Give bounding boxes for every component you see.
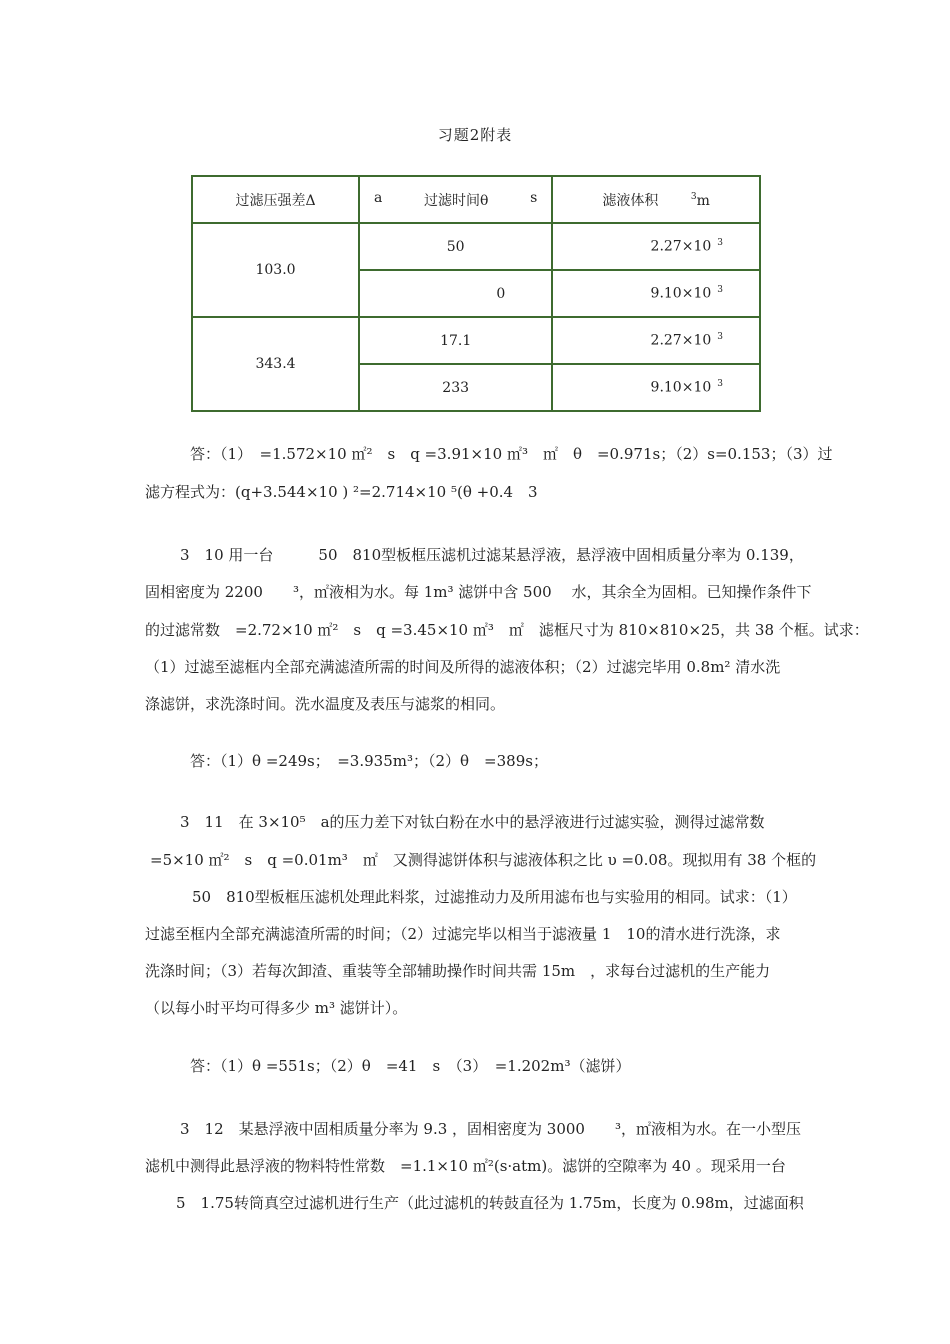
- header-pressure: 过滤压强差Δ: [192, 176, 359, 223]
- text-line: =5×10 ㎡² s q =0.01m³ ㎡ 又测得滤饼体积与滤液体积之比 υ =0.08。现拟用有 38 个框的: [150, 851, 817, 869]
- volume-cell: 9.10×10 $^3$: [552, 364, 760, 411]
- text-line: 50 810型板框压滤机处理此料浆，过滤推动力及所用滤布也与实验用的相同。试求：（1）: [192, 888, 797, 906]
- table-row: [192, 223, 760, 270]
- text-line: 滤机中测得此悬浮液的物料特性常数 =1.1×10 ㎡²(s·atm)。滤饼的空隙率为 40 。现采用一台: [145, 1157, 786, 1175]
- volume-cell: 9.10×10 $^3$: [552, 270, 760, 317]
- pressure-cell: 103.0: [192, 223, 359, 317]
- table-header-row: [192, 176, 760, 223]
- problem-line: 3 11 在 3×10⁵ a的压力差下对钛白粉在水中的悬浮液进行过滤实验，测得过滤常数: [180, 813, 765, 831]
- text-line: 滤方程式为：(q+3.544×10 ) ²=2.714×10 ⁵(θ +0.4 3: [145, 483, 538, 501]
- header-time: a 过滤时间θ s: [359, 176, 552, 223]
- table-caption: 习题2附表: [437, 126, 513, 144]
- data-table: [191, 175, 761, 412]
- time-cell: 50: [359, 223, 552, 270]
- answer-line: 答：（1）θ =249s； =3.935m³；（2）θ =389s；: [190, 752, 548, 770]
- text-line: （以每小时平均可得多少 m³ 滤饼计）。: [145, 999, 408, 1017]
- problem-line: 3 10 用一台 50 810型板框压滤机过滤某悬浮液，悬浮液中固相质量分率为 0.139，: [180, 546, 804, 564]
- volume-cell: 2.27×10 $^3$: [552, 317, 760, 364]
- table-row: [192, 317, 760, 364]
- text-line: 涤滤饼，求洗涤时间。洗水温度及表压与滤浆的相同。: [145, 695, 506, 713]
- volume-cell: 2.27×10 $^3$: [552, 223, 760, 270]
- answer-line: 答：（1）θ =551s；（2）θ =41 s （3） =1.202m³（滤饼）: [190, 1057, 631, 1075]
- pressure-cell: 343.4: [192, 317, 359, 411]
- time-cell: 233: [359, 364, 552, 411]
- text-line: 的过滤常数 =2.72×10 ㎡² s q =3.45×10 ㎡³ ㎡ 滤框尺寸为 810×810×25，共 38 个框。试求：: [145, 621, 869, 639]
- text-line: 固相密度为 2200 ³，㎡液相为水。每 1m³ 滤饼中含 500 水，其余全为固相。已知操作条件下: [145, 583, 812, 601]
- header-volume: 滤液体积 $^3$m: [552, 176, 760, 223]
- text-line: （1）过滤至滤框内全部充满滤渣所需的时间及所得的滤液体积；（2）过滤完毕用 0.8m² 清水洗: [145, 658, 781, 676]
- problem-line: 3 12 某悬浮液中固相质量分率为 9.3 ，固相密度为 3000 ³，㎡液相为水。在一小型压: [180, 1120, 801, 1138]
- text-line: 5 1.75转筒真空过滤机进行生产（此过滤机的转鼓直径为 1.75m，长度为 0.98m，过滤面积: [176, 1194, 804, 1212]
- answer-line: 答：（1） =1.572×10 ㎡² s q =3.91×10 ㎡³ ㎡ θ =0.971s；（2）s=0.153；（3）过: [190, 445, 833, 463]
- text-line: 洗涤时间；（3）若每次卸渣、重装等全部辅助操作时间共需 15m ，求每台过滤机的生产能力: [145, 962, 771, 980]
- time-cell: 17.1: [359, 317, 552, 364]
- text-line: 过滤至框内全部充满滤渣所需的时间；（2）过滤完毕以相当于滤液量 1 10的清水进行洗涤，求: [145, 925, 781, 943]
- time-cell: 0: [359, 270, 552, 317]
